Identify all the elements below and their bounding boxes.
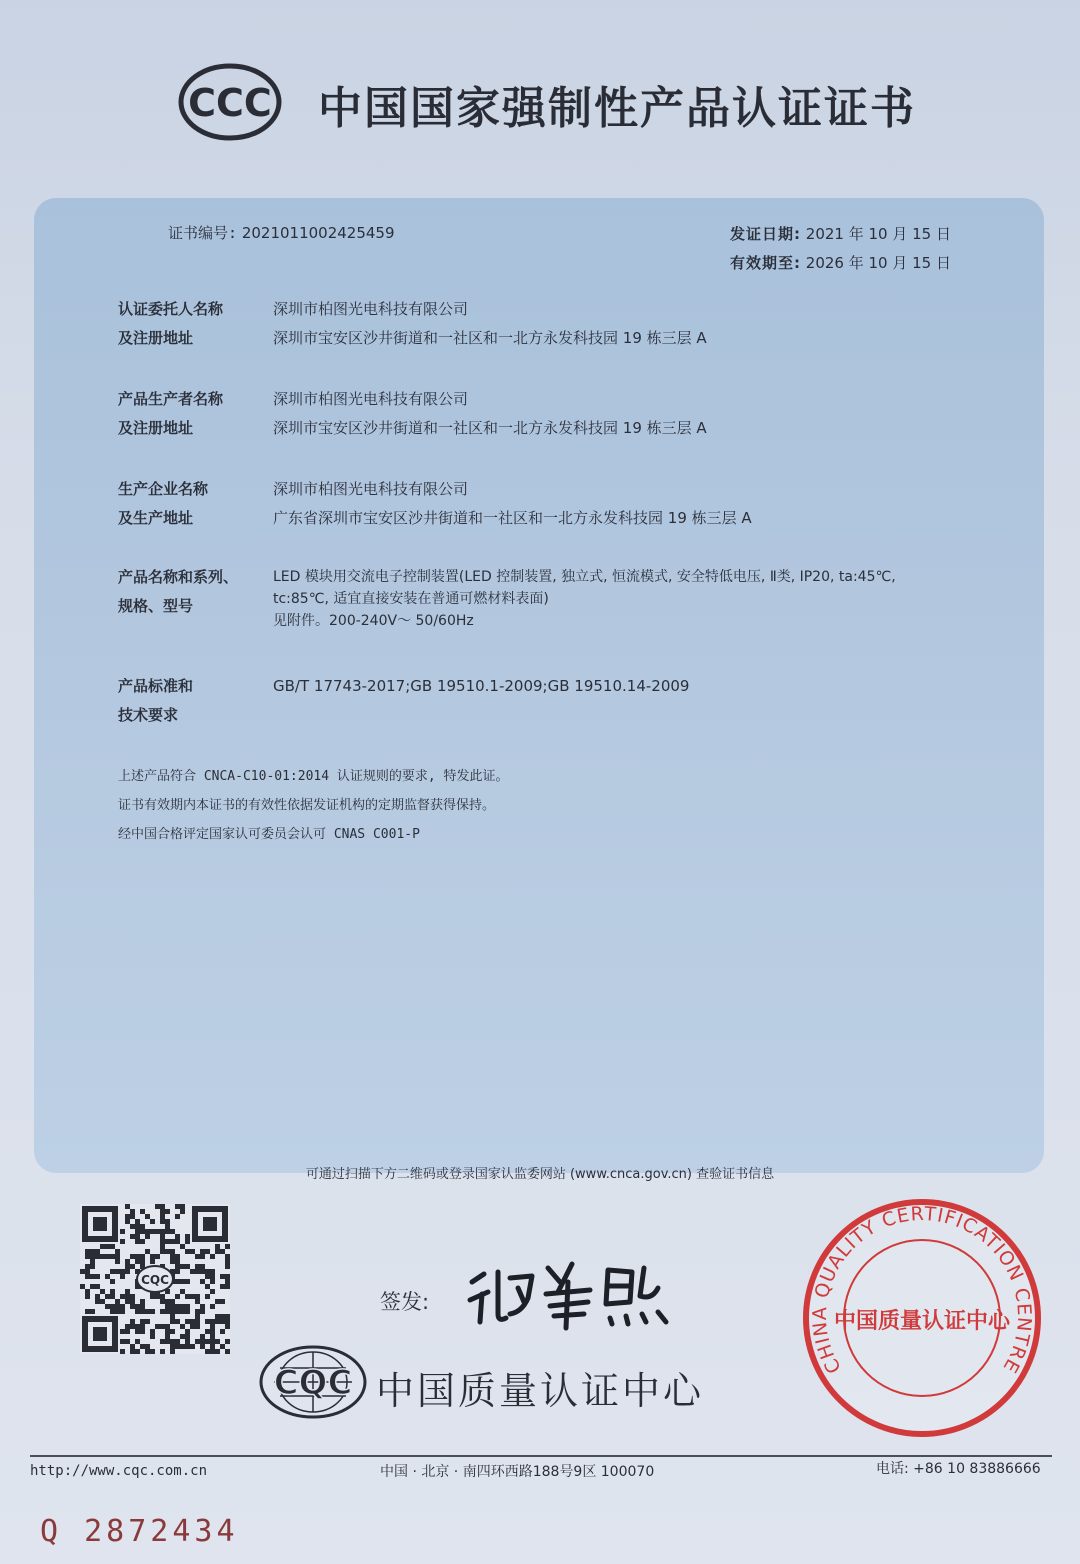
- qr-code-icon[interactable]: [80, 1204, 230, 1354]
- handwritten-signature: [462, 1252, 677, 1332]
- footer-website-link[interactable]: http://www.cqc.com.cn: [30, 1463, 208, 1479]
- note-line: 上述产品符合 CNCA-C10-01:2014 认证规则的要求, 特发此证。: [118, 769, 509, 784]
- footer-address: 中国 · 北京 · 南四环西路188号9区 100070: [380, 1464, 655, 1480]
- field-value: 深圳市柏图光电科技有限公司: [273, 300, 469, 318]
- field-value: tc:85℃, 适宜直接安装在普通可燃材料表面): [273, 591, 549, 607]
- signature-label: 签发:: [380, 1290, 430, 1314]
- note-line: 证书有效期内本证书的有效性依据发证机构的定期监督获得保持。: [118, 798, 496, 813]
- ccc-logo-icon: [178, 62, 282, 142]
- field-value: 深圳市柏图光电科技有限公司: [273, 390, 469, 408]
- field-label: 及注册地址: [118, 419, 194, 437]
- field-label: 及注册地址: [118, 329, 194, 347]
- seal-inner-text: 中国质量认证中心: [833, 1309, 1011, 1334]
- field-label: 产品标准和: [118, 677, 194, 695]
- serial-number: Q 2872434: [40, 1514, 239, 1549]
- issuer-name: 中国质量认证中心: [376, 1369, 705, 1413]
- field-label: 及生产地址: [118, 509, 194, 527]
- field-value: 广东省深圳市宝安区沙井街道和一社区和一北方永发科技园 19 栋三层 A: [273, 509, 752, 527]
- note-line: 经中国合格评定国家认可委员会认可 CNAS C001-P: [118, 827, 420, 842]
- field-value: GB/T 17743-2017;GB 19510.1-2009;GB 19510.14-2009: [273, 677, 690, 695]
- field-value: LED 模块用交流电子控制装置(LED 控制装置, 独立式, 恒流模式, 安全特低电压, Ⅱ类, IP20, ta:45℃,: [273, 569, 896, 585]
- field-label: 规格、型号: [118, 597, 194, 615]
- certificate-notes: [118, 762, 509, 849]
- validity-dates: [730, 220, 951, 278]
- field-label: 产品名称和系列、: [118, 568, 239, 586]
- field-value: 深圳市宝安区沙井街道和一社区和一北方永发科技园 19 栋三层 A: [273, 329, 707, 347]
- cqc-logo-icon: [258, 1344, 368, 1420]
- seal-outer-text: CHINA QUALITY CERTIFICATION CENTRE: [808, 1202, 1036, 1378]
- field-value: 深圳市柏图光电科技有限公司: [273, 480, 469, 498]
- ccc-logo-text: CCC: [188, 81, 272, 125]
- certificate-number-row: [168, 222, 395, 243]
- qr-verification-note: 可通过扫描下方二维码或登录国家认监委网站 (www.cnca.gov.cn) 查验证书信息: [305, 1167, 775, 1182]
- field-label: 认证委托人名称: [118, 300, 224, 318]
- footer-telephone: 电话: +86 10 83886666: [876, 1461, 1041, 1477]
- field-value: 见附件。200-240V～ 50/60Hz: [273, 613, 474, 629]
- certificate-title: 中国国家强制性产品认证证书: [318, 83, 916, 134]
- cqc-logo-text: CQC: [273, 1363, 353, 1403]
- expiry-date-label: 有效期至:: [730, 254, 801, 272]
- official-seal: [800, 1196, 1044, 1440]
- field-label: 产品生产者名称: [118, 390, 224, 408]
- certificate-number-label: 证书编号:: [168, 224, 238, 242]
- issue-date-label: 发证日期:: [730, 225, 801, 243]
- issue-date: 2021 年 10 月 15 日: [805, 225, 951, 243]
- field-label: 技术要求: [118, 706, 179, 724]
- qr-logo-text: CQC: [141, 1273, 169, 1287]
- field-value: 深圳市宝安区沙井街道和一社区和一北方永发科技园 19 栋三层 A: [273, 419, 707, 437]
- field-label: 生产企业名称: [118, 480, 209, 498]
- expiry-date: 2026 年 10 月 15 日: [805, 254, 951, 272]
- footer-divider: [30, 1455, 1052, 1457]
- certificate-number: 2021011002425459: [241, 224, 395, 242]
